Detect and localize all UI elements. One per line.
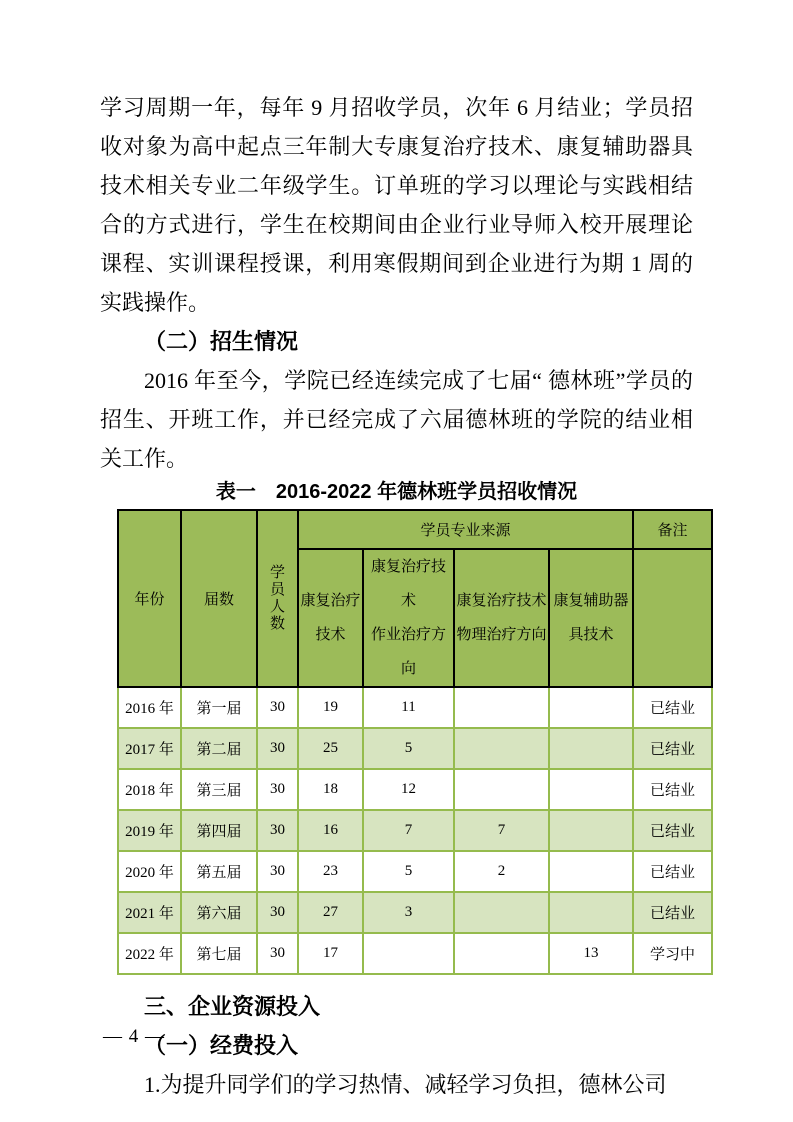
cell-remark: 已结业 — [633, 769, 712, 810]
paragraph-continuation: 学习周期一年，每年 9 月招收学员，次年 6 月结业；学员招收对象为高中起点三年制大专康复治疗技术、康复辅助器具技术相关专业二年级学生。订单班的学习以理论与实践相结合的方式进行，学生在校期间由企业行业导师入校开展理论课程、实训课程授课，利用寒假期间到企业进行为期 1 周的实践操作。 — [100, 95, 693, 315]
cell-student-count: 30 — [257, 687, 298, 728]
cell-student-count: 30 — [257, 769, 298, 810]
cell-kangfu-jishu: 23 — [298, 851, 363, 892]
subheader-cell: 康复治疗技术 作业治疗方向 — [363, 549, 454, 687]
table-row — [118, 933, 712, 974]
subheader-cell: 康复辅助器 具技术 — [549, 549, 633, 687]
cell-kangfu-jishu: 17 — [298, 933, 363, 974]
cell-fuzhu-qiju — [549, 892, 633, 933]
cell-fuzhu-qiju: 13 — [549, 933, 633, 974]
table-row — [118, 769, 712, 810]
table-row — [118, 810, 712, 851]
cell-remark: 已结业 — [633, 728, 712, 769]
heading-enrollment-section: （二）招生情况 — [144, 329, 299, 354]
cell-kangfu-jishu: 16 — [298, 810, 363, 851]
cell-session: 第三届 — [181, 769, 257, 810]
cell-student-count: 30 — [257, 892, 298, 933]
table-body — [118, 687, 712, 974]
col-header-remark: 备注 — [633, 510, 712, 549]
cell-zuoye-fangxiang — [363, 933, 454, 974]
cell-zuoye-fangxiang: 3 — [363, 892, 454, 933]
paragraph-funding: 1.为提升同学们的学习热情、减轻学习负担，德林公司 — [144, 1072, 667, 1097]
paragraph-enrollment: 2016 年至今，学院已经连续完成了七届“ 德林班”学员的招生、开班工作，并已经完成了六届德林班的学院的结业相关工作。 — [100, 368, 693, 471]
cell-zuoye-fangxiang: 12 — [363, 769, 454, 810]
cell-fuzhu-qiju — [549, 851, 633, 892]
cell-zuoye-fangxiang: 5 — [363, 851, 454, 892]
cell-kangfu-jishu: 18 — [298, 769, 363, 810]
cell-session: 第四届 — [181, 810, 257, 851]
cell-year: 2022 年 — [118, 933, 181, 974]
table-row — [118, 892, 712, 933]
cell-zuoye-fangxiang: 5 — [363, 728, 454, 769]
table-caption: 表一 2016-2022 年德林班学员招收情况 — [215, 481, 578, 503]
col-header-student-count: 学 员 人 数 — [257, 510, 298, 687]
enrollment-table — [117, 509, 713, 975]
cell-fuzhu-qiju — [549, 810, 633, 851]
page-number: — 4 — — [103, 1026, 165, 1047]
cell-remark: 已结业 — [633, 810, 712, 851]
cell-kangfu-jishu: 27 — [298, 892, 363, 933]
cell-remark: 学习中 — [633, 933, 712, 974]
cell-wuli-fangxiang — [454, 892, 549, 933]
subheader-remark-empty — [633, 549, 712, 687]
table-row — [118, 851, 712, 892]
cell-student-count: 30 — [257, 728, 298, 769]
cell-kangfu-jishu: 25 — [298, 728, 363, 769]
cell-zuoye-fangxiang: 7 — [363, 810, 454, 851]
cell-student-count: 30 — [257, 810, 298, 851]
cell-wuli-fangxiang — [454, 687, 549, 728]
heading-funding: （一）经费投入 — [144, 1033, 299, 1058]
cell-year: 2018 年 — [118, 769, 181, 810]
heading-enterprise-resources: 三、企业资源投入 — [144, 994, 321, 1019]
cell-kangfu-jishu: 19 — [298, 687, 363, 728]
cell-wuli-fangxiang — [454, 728, 549, 769]
cell-session: 第二届 — [181, 728, 257, 769]
subheader-cell: 康复治疗技术 物理治疗方向 — [454, 549, 549, 687]
cell-session: 第一届 — [181, 687, 257, 728]
cell-fuzhu-qiju — [549, 687, 633, 728]
cell-session: 第七届 — [181, 933, 257, 974]
cell-year: 2017 年 — [118, 728, 181, 769]
cell-year: 2019 年 — [118, 810, 181, 851]
cell-wuli-fangxiang: 7 — [454, 810, 549, 851]
cell-student-count: 30 — [257, 933, 298, 974]
cell-student-count: 30 — [257, 851, 298, 892]
cell-year: 2021 年 — [118, 892, 181, 933]
cell-remark: 已结业 — [633, 892, 712, 933]
col-header-session: 届数 — [181, 510, 257, 687]
cell-wuli-fangxiang: 2 — [454, 851, 549, 892]
table-header — [118, 510, 712, 687]
cell-fuzhu-qiju — [549, 728, 633, 769]
table-row — [118, 728, 712, 769]
col-header-major-source: 学员专业来源 — [298, 510, 633, 549]
cell-remark: 已结业 — [633, 687, 712, 728]
cell-year: 2020 年 — [118, 851, 181, 892]
cell-remark: 已结业 — [633, 851, 712, 892]
table-row — [118, 687, 712, 728]
cell-fuzhu-qiju — [549, 769, 633, 810]
cell-zuoye-fangxiang: 11 — [363, 687, 454, 728]
cell-year: 2016 年 — [118, 687, 181, 728]
col-header-year: 年份 — [118, 510, 181, 687]
cell-wuli-fangxiang — [454, 769, 549, 810]
subheader-cell: 康复治疗 技术 — [298, 549, 363, 687]
cell-wuli-fangxiang — [454, 933, 549, 974]
cell-session: 第六届 — [181, 892, 257, 933]
cell-session: 第五届 — [181, 851, 257, 892]
